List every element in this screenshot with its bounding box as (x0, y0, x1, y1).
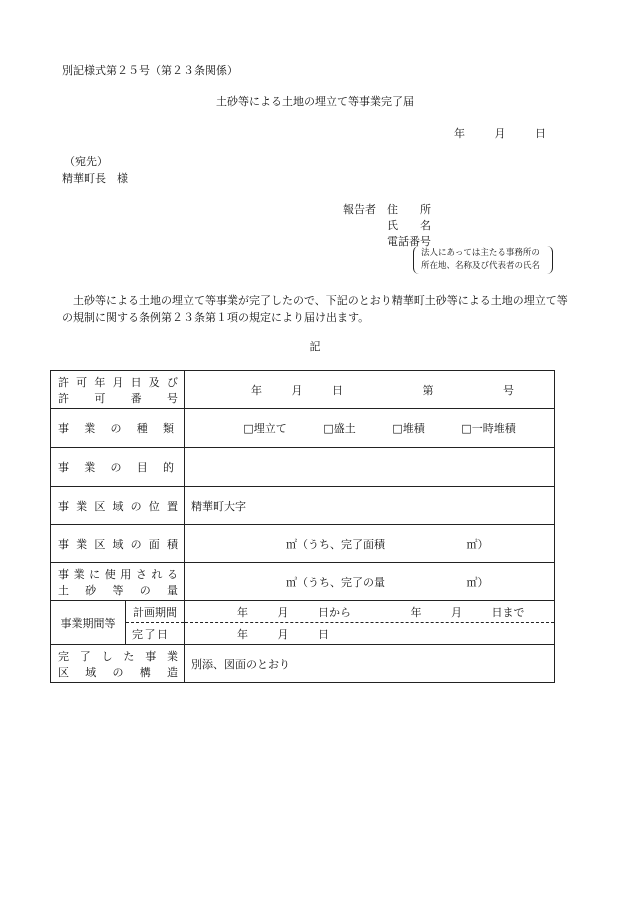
corporate-note-line2: 所在地、名称及び代表者の氏名 (421, 261, 541, 271)
completion-date-row (51, 623, 555, 645)
area-value[interactable]: ㎡（うち、完了面積 ㎡） (185, 525, 555, 563)
completion-date-label: 完 了 日 (126, 623, 185, 645)
corporate-note-line1: 法人にあっては主たる事務所の (421, 248, 540, 258)
type-label: 事 業 の 種 類 (51, 409, 185, 448)
date-year: 年 (454, 127, 465, 140)
type-option-morido[interactable]: □盛土 (323, 422, 356, 435)
structure-value[interactable]: 別添、図面のとおり (185, 645, 555, 683)
purpose-row (51, 448, 555, 487)
permit-label (51, 371, 185, 409)
soil-row (51, 563, 555, 601)
permit-value: 年 月 日 第 号 (185, 371, 555, 409)
purpose-label: 事 業 の 目 的 (51, 448, 185, 487)
reporter-name-label: 氏 名 (387, 219, 431, 232)
location-label: 事 業 区 域 の 位 置 (51, 487, 185, 525)
reporter-phone-label: 電話番号 (387, 235, 431, 248)
period-label: 事業期間等 (51, 601, 126, 645)
addressee: 精華町長 様 (62, 172, 128, 185)
type-row (51, 409, 555, 448)
ki-heading: 記 (309, 340, 321, 353)
type-option-ichiji-taiseki[interactable]: □一時堆積 (461, 422, 516, 435)
permit-label-line1: 許 可 年 月 日 及 び (58, 375, 178, 389)
type-option-taiseki[interactable]: □堆積 (392, 422, 425, 435)
permit-row (51, 371, 555, 409)
reporter-label: 報告者 (343, 203, 376, 216)
purpose-value[interactable] (185, 448, 555, 487)
reporter-block (343, 202, 431, 250)
completion-table (50, 370, 555, 683)
date-day: 日 (535, 127, 546, 140)
area-row (51, 525, 555, 563)
date-month: 月 (494, 127, 506, 140)
plan-period-value[interactable]: 年 月 日から 年 月 日まで (185, 601, 555, 623)
submission-date (432, 127, 546, 141)
type-option-umetate[interactable]: □埋立て (243, 422, 287, 435)
area-label: 事 業 区 域 の 面 積 (51, 525, 185, 563)
location-value[interactable]: 精華町大字 (185, 487, 555, 525)
form-number: 別記様式第２５号（第２３条関係） (62, 64, 238, 77)
completion-date-value[interactable]: 年 月 日 (185, 623, 555, 645)
structure-row (51, 645, 555, 683)
type-options (185, 409, 555, 448)
soil-label: 事 業 に 使 用 さ れ る 土 砂 等 の 量 (51, 563, 185, 601)
addressee-prefix: （宛先） (64, 155, 108, 168)
notification-text: 土砂等による土地の埋立て等事業が完了したので、下記のとおり精華町土砂等による土地の埋立て等の規制に関する条例第２３条第１項の規定により届け出ます。 (62, 294, 568, 324)
document-title: 土砂等による土地の埋立て等事業完了届 (216, 95, 414, 108)
permit-label-line2: 許 可 番 号 (58, 391, 178, 405)
plan-period-label: 計画期間 (126, 601, 185, 623)
soil-value[interactable]: ㎥（うち、完了の量 ㎥） (185, 563, 555, 601)
reporter-address-label: 住 所 (387, 203, 431, 216)
structure-label: 完 了 し た 事 業 区 域 の 構 造 (51, 645, 185, 683)
corporate-note (413, 246, 553, 274)
location-row (51, 487, 555, 525)
plan-period-row (51, 601, 555, 623)
